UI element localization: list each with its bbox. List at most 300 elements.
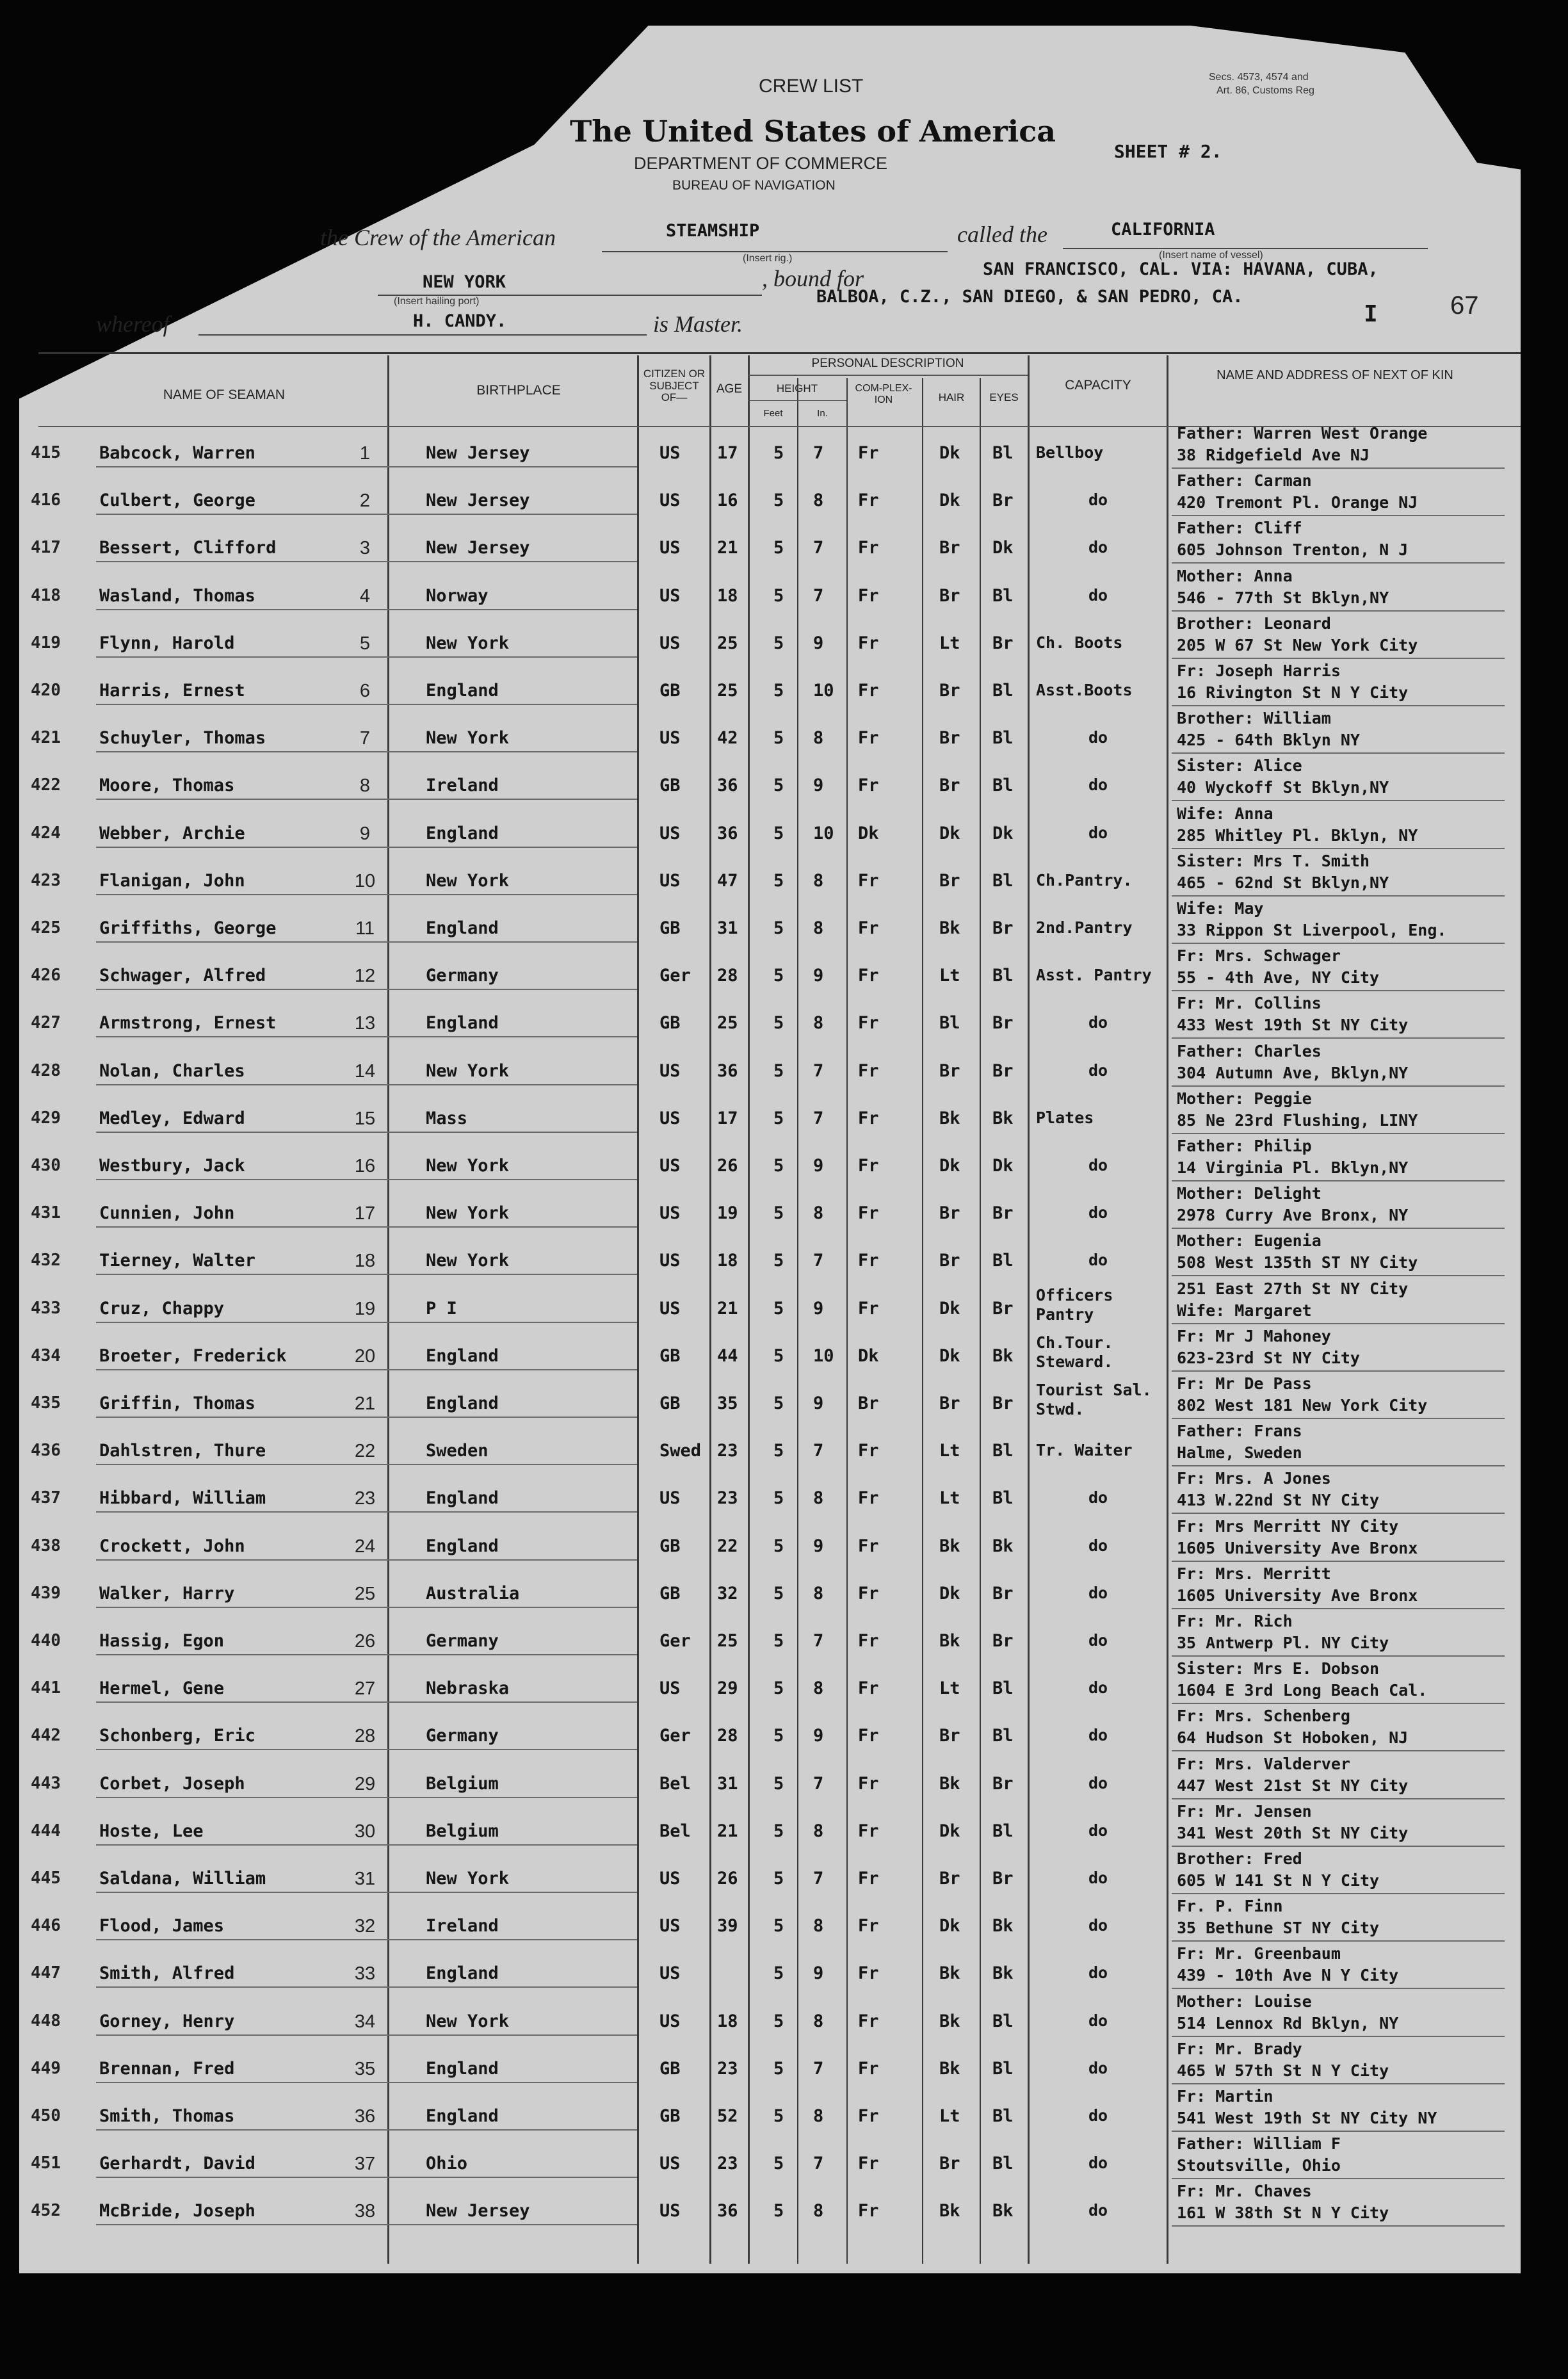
row-rule — [96, 609, 637, 610]
eyes: Bk — [992, 1108, 1014, 1128]
height-inches: 9 — [813, 633, 824, 653]
row-line-number: 425 — [31, 918, 61, 938]
height-inches: 8 — [813, 1821, 824, 1841]
col-divider-hair — [980, 378, 981, 2264]
seaman-name: Schonberg, Eric — [99, 1726, 255, 1746]
hair: Dk — [939, 1821, 960, 1841]
complexion: Fr — [858, 2059, 879, 2079]
next-of-kin-name: Brother: William — [1177, 709, 1331, 727]
eyes: Br — [992, 1631, 1014, 1651]
citizenship: Ger — [659, 1726, 691, 1746]
eyes: Dk — [992, 1156, 1014, 1176]
seaman-name: Corbet, Joseph — [99, 1774, 245, 1794]
age: 22 — [717, 1536, 738, 1556]
seaman-name: Webber, Archie — [99, 824, 245, 843]
eyes: Br — [992, 1013, 1014, 1033]
height-feet: 5 — [773, 1678, 784, 1698]
row-line-number: 436 — [31, 1441, 61, 1460]
next-of-kin-name: Father: Cliff — [1177, 519, 1302, 537]
next-of-kin-name: 251 East 27th St NY City — [1177, 1279, 1409, 1298]
seaman-name: Cruz, Chappy — [99, 1299, 225, 1319]
col-divider-name — [387, 355, 389, 2264]
row-rule — [96, 1797, 637, 1798]
next-of-kin-address: 623-23rd St NY City — [1177, 1349, 1360, 1367]
next-of-kin-address: 508 West 135th ST NY City — [1177, 1253, 1418, 1272]
birthplace: England — [426, 824, 499, 843]
seaman-name: Dahlstren, Thure — [99, 1441, 266, 1461]
capacity: do — [1088, 1061, 1108, 1080]
eyes: Bk — [992, 1346, 1014, 1366]
height-inches: 9 — [813, 1536, 824, 1556]
row-line-number: 422 — [31, 775, 61, 795]
complexion: Fr — [858, 1536, 879, 1556]
eyes: Bl — [992, 2011, 1014, 2031]
row-line-number: 435 — [31, 1393, 61, 1413]
next-of-kin-name: Fr: Martin — [1177, 2087, 1273, 2106]
complexion: Fr — [858, 1631, 879, 1651]
height-feet: 5 — [773, 1774, 784, 1794]
master-name: H. CANDY. — [413, 311, 507, 331]
citizenship: Swed — [659, 1441, 702, 1461]
next-of-kin-address: Halme, Sweden — [1177, 1443, 1302, 1462]
row-rule — [96, 1036, 637, 1037]
row-number: 30 — [354, 1821, 376, 1842]
complexion: Fr — [858, 633, 879, 653]
destination-line-1: SAN FRANCISCO, CAL. VIA: HAVANA, CUBA, — [983, 259, 1378, 279]
row-line-number: 427 — [31, 1013, 61, 1032]
birthplace: New York — [426, 1061, 510, 1081]
next-of-kin-name: Father: Charles — [1177, 1042, 1321, 1060]
next-of-kin-address: 285 Whitley Pl. Bklyn, NY — [1177, 826, 1418, 845]
eyes: Br — [992, 1203, 1014, 1223]
birthplace: Germany — [426, 1631, 499, 1651]
age: 28 — [717, 1726, 738, 1746]
col-header-feet: Feet — [763, 408, 783, 419]
row-number: 37 — [354, 2154, 376, 2174]
hair: Bk — [939, 2011, 960, 2031]
birthplace: New York — [426, 1251, 510, 1271]
capacity: do — [1088, 2154, 1108, 2172]
row-rule — [96, 1084, 637, 1085]
next-of-kin-name: Fr: Mr. Brady — [1177, 2040, 1302, 2058]
height-rule — [748, 400, 846, 401]
crew-of-label: the Crew of the American — [320, 225, 556, 250]
col-divider-capacity — [1167, 355, 1168, 2264]
citizenship: GB — [659, 2059, 681, 2079]
capacity: do — [1088, 2201, 1108, 2220]
age: 26 — [717, 1869, 738, 1888]
next-of-kin-name: Fr: Mrs. Valderver — [1177, 1755, 1350, 1773]
row-number: 32 — [354, 1916, 376, 1936]
eyes: Bl — [992, 2154, 1014, 2173]
height-feet: 5 — [773, 775, 784, 795]
height-feet: 5 — [773, 1821, 784, 1841]
birthplace: England — [426, 1488, 499, 1508]
height-feet: 5 — [773, 1346, 784, 1366]
row-line-number: 448 — [31, 2011, 61, 2031]
document-heading: The United States of America — [570, 114, 1056, 149]
row-rule — [1172, 1846, 1505, 1847]
eyes: Br — [992, 1299, 1014, 1319]
row-number: 24 — [354, 1536, 376, 1557]
age: 36 — [717, 1061, 738, 1081]
col-header-citizen: CITIZEN OR SUBJECT OF— — [643, 368, 706, 404]
height-inches: 9 — [813, 966, 824, 986]
citizenship: US — [659, 1108, 681, 1128]
citizenship: US — [659, 1061, 681, 1081]
height-feet: 5 — [773, 728, 784, 748]
row-rule — [96, 1844, 637, 1846]
height-feet: 5 — [773, 966, 784, 986]
citizenship: US — [659, 1488, 681, 1508]
whereof-label: whereof — [96, 311, 170, 337]
complexion: Fr — [858, 2011, 879, 2031]
birthplace: New York — [426, 2011, 510, 2031]
seaman-name: Smith, Thomas — [99, 2106, 235, 2126]
col-divider-eyes — [1028, 355, 1030, 2264]
citizenship: GB — [659, 1536, 681, 1556]
row-rule — [1172, 1228, 1505, 1229]
seaman-name: Hassig, Egon — [99, 1631, 225, 1651]
row-line-number: 451 — [31, 2154, 61, 2173]
row-rule — [1172, 1275, 1505, 1276]
row-rule — [96, 1179, 637, 1180]
age: 26 — [717, 1156, 738, 1176]
row-rule — [1172, 800, 1505, 801]
row-line-number: 428 — [31, 1061, 61, 1080]
next-of-kin-name: Father: Warren West Orange — [1177, 424, 1428, 443]
complexion: Fr — [858, 538, 879, 558]
height-feet: 5 — [773, 1916, 784, 1936]
hair: Br — [939, 1061, 960, 1081]
capacity: Asst. Pantry — [1036, 966, 1152, 984]
height-inches: 8 — [813, 1488, 824, 1508]
sheet-number: SHEET # 2. — [1114, 141, 1222, 162]
capacity: do — [1088, 2059, 1108, 2077]
citizenship: US — [659, 538, 681, 558]
row-line-number: 416 — [31, 491, 61, 510]
height-inches: 10 — [813, 824, 834, 843]
row-rule — [96, 1226, 637, 1228]
row-rule — [1172, 610, 1505, 612]
height-inches: 8 — [813, 2106, 824, 2126]
col-header-complexion: COM-PLEX-ION — [855, 383, 912, 405]
row-rule — [96, 514, 637, 515]
birthplace: England — [426, 918, 499, 938]
height-inches: 7 — [813, 1441, 824, 1461]
birthplace: England — [426, 2059, 499, 2079]
capacity: 2nd.Pantry — [1036, 918, 1133, 937]
row-rule — [1172, 1798, 1505, 1799]
complexion: Fr — [858, 2154, 879, 2173]
citizenship: US — [659, 1678, 681, 1698]
height-feet: 5 — [773, 2011, 784, 2031]
next-of-kin-name: Father: Carman — [1177, 471, 1312, 490]
next-of-kin-name: Mother: Louise — [1177, 1992, 1312, 2011]
age: 36 — [717, 775, 738, 795]
height-feet: 5 — [773, 2059, 784, 2079]
seaman-name: Brennan, Fred — [99, 2059, 235, 2079]
citizenship: GB — [659, 1393, 681, 1413]
age: 18 — [717, 2011, 738, 2031]
age: 39 — [717, 1916, 738, 1936]
row-number: 2 — [359, 491, 371, 511]
height-inches: 7 — [813, 1251, 824, 1271]
row-rule — [1172, 943, 1505, 944]
seaman-name: Griffiths, George — [99, 918, 277, 938]
row-rule — [96, 2177, 637, 2178]
destination-mark: I — [1364, 301, 1378, 327]
height-feet: 5 — [773, 2106, 784, 2126]
next-of-kin-address: 413 W.22nd St NY City — [1177, 1491, 1380, 1509]
complexion: Fr — [858, 1821, 879, 1841]
personal-description-rule — [748, 375, 1028, 376]
seaman-name: Crockett, John — [99, 1536, 245, 1556]
next-of-kin-address: 605 W 141 St N Y City — [1177, 1871, 1380, 1890]
height-inches: 9 — [813, 1726, 824, 1746]
row-rule — [96, 2082, 637, 2083]
age: 44 — [717, 1346, 738, 1366]
height-inches: 7 — [813, 2154, 824, 2173]
row-rule — [1172, 1418, 1505, 1419]
eyes: Br — [992, 1869, 1014, 1888]
eyes: Bl — [992, 871, 1014, 891]
birthplace: Germany — [426, 966, 499, 986]
hair: Bk — [939, 2059, 960, 2079]
row-number: 12 — [354, 966, 376, 986]
row-number: 38 — [354, 2201, 376, 2221]
row-rule — [1172, 2036, 1505, 2037]
citizenship: GB — [659, 1584, 681, 1604]
height-inches: 10 — [813, 1346, 834, 1366]
height-feet: 5 — [773, 491, 784, 510]
row-rule — [96, 1417, 637, 1418]
complexion: Br — [858, 1393, 879, 1413]
height-inches: 9 — [813, 775, 824, 795]
row-rule — [1172, 1465, 1505, 1466]
row-number: 11 — [355, 918, 375, 939]
next-of-kin-name: Father: William F — [1177, 2134, 1341, 2153]
citizenship: GB — [659, 918, 681, 938]
vessel-name-underline — [1063, 248, 1428, 249]
capacity: do — [1088, 1203, 1108, 1222]
capacity: Tr. Waiter — [1036, 1441, 1133, 1459]
row-number: 31 — [354, 1869, 376, 1889]
height-inches: 7 — [813, 1774, 824, 1794]
seaman-name: Nolan, Charles — [99, 1061, 245, 1081]
capacity: do — [1088, 491, 1108, 509]
page-number: 67 — [1450, 291, 1479, 320]
row-line-number: 420 — [31, 681, 61, 700]
row-number: 5 — [359, 633, 371, 654]
row-rule — [1172, 1940, 1505, 1942]
row-number: 16 — [354, 1156, 376, 1176]
vessel-type-underline — [602, 251, 948, 252]
citizenship: US — [659, 491, 681, 510]
row-rule — [1172, 1893, 1505, 1894]
row-rule — [1172, 1561, 1505, 1562]
citizenship: US — [659, 2011, 681, 2031]
col-header-inches: In. — [817, 408, 828, 419]
age: 28 — [717, 966, 738, 986]
row-number: 14 — [354, 1061, 376, 1082]
capacity: do — [1088, 586, 1108, 605]
next-of-kin-address: 546 - 77th St Bklyn,NY — [1177, 589, 1389, 607]
table-top-rule — [38, 352, 1521, 354]
hair: Bk — [939, 918, 960, 938]
row-number: 35 — [354, 2059, 376, 2079]
hair: Br — [939, 681, 960, 701]
height-feet: 5 — [773, 871, 784, 891]
birthplace: New York — [426, 728, 510, 748]
row-line-number: 447 — [31, 1963, 61, 1983]
capacity: do — [1088, 1916, 1108, 1935]
seaman-name: Flynn, Harold — [99, 633, 235, 653]
row-number: 27 — [354, 1678, 376, 1699]
next-of-kin-address: 433 West 19th St NY City — [1177, 1016, 1409, 1034]
row-rule — [1172, 2225, 1505, 2227]
height-feet: 5 — [773, 1203, 784, 1223]
seaman-name: Westbury, Jack — [99, 1156, 245, 1176]
height-inches: 8 — [813, 1916, 824, 1936]
complexion: Fr — [858, 966, 879, 986]
row-line-number: 443 — [31, 1774, 61, 1793]
capacity: do — [1088, 1013, 1108, 1032]
height-inches: 8 — [813, 728, 824, 748]
vessel-name: CALIFORNIA — [1111, 220, 1215, 240]
height-feet: 5 — [773, 1393, 784, 1413]
citizenship: US — [659, 443, 681, 463]
row-rule — [96, 1749, 637, 1750]
hair: Bl — [939, 1013, 960, 1033]
next-of-kin-address: 161 W 38th St N Y City — [1177, 2204, 1389, 2222]
next-of-kin-address: 341 West 20th St NY City — [1177, 1824, 1409, 1842]
eyes: Bl — [992, 1678, 1014, 1698]
birthplace: New York — [426, 633, 510, 653]
birthplace: England — [426, 1013, 499, 1033]
row-rule — [1172, 2131, 1505, 2132]
height-inches: 7 — [813, 1061, 824, 1081]
height-feet: 5 — [773, 443, 784, 463]
birthplace: New Jersey — [426, 538, 530, 558]
height-feet: 5 — [773, 1061, 784, 1081]
row-line-number: 423 — [31, 871, 61, 890]
hair: Br — [939, 1869, 960, 1888]
row-line-number: 446 — [31, 1916, 61, 1935]
citizenship: US — [659, 633, 681, 653]
row-rule — [1172, 752, 1505, 754]
birthplace: England — [426, 1536, 499, 1556]
birthplace: New Jersey — [426, 491, 530, 510]
citizenship: US — [659, 2154, 681, 2173]
row-rule — [96, 751, 637, 752]
capacity: do — [1088, 1631, 1108, 1650]
row-rule — [96, 1559, 637, 1561]
citizenship: US — [659, 824, 681, 843]
seaman-name: Flood, James — [99, 1916, 225, 1936]
hair: Br — [939, 1393, 960, 1413]
row-rule — [96, 1939, 637, 1940]
height-inches: 8 — [813, 1584, 824, 1604]
capacity: do — [1088, 824, 1108, 842]
complexion: Fr — [858, 1584, 879, 1604]
row-rule — [1172, 1323, 1505, 1324]
row-rule — [96, 799, 637, 800]
next-of-kin-name: Mother: Anna — [1177, 567, 1293, 585]
height-feet: 5 — [773, 1869, 784, 1888]
citizenship: US — [659, 1156, 681, 1176]
col-divider-inches — [846, 378, 848, 2264]
row-rule — [96, 1892, 637, 1893]
row-rule — [1172, 562, 1505, 564]
next-of-kin-name: Fr: Mr De Pass — [1177, 1374, 1312, 1393]
height-inches: 8 — [813, 2201, 824, 2221]
age: 25 — [717, 1013, 738, 1033]
row-number: 34 — [354, 2011, 376, 2032]
hair: Dk — [939, 1584, 960, 1604]
age: 31 — [717, 918, 738, 938]
row-rule — [1172, 2178, 1505, 2179]
birthplace: New Jersey — [426, 2201, 530, 2221]
row-number: 36 — [354, 2106, 376, 2127]
row-number: 21 — [354, 1393, 376, 1414]
row-line-number: 418 — [31, 586, 61, 605]
eyes: Bk — [992, 2201, 1014, 2221]
age: 36 — [717, 2201, 738, 2221]
seaman-name: Babcock, Warren — [99, 443, 255, 463]
complexion: Fr — [858, 1916, 879, 1936]
row-number: 4 — [359, 586, 371, 606]
row-rule — [96, 1369, 637, 1370]
row-rule — [1172, 658, 1505, 659]
capacity: do — [1088, 1821, 1108, 1840]
row-line-number: 445 — [31, 1869, 61, 1888]
row-line-number: 430 — [31, 1156, 61, 1175]
complexion: Fr — [858, 1061, 879, 1081]
capacity: Ch. Boots — [1036, 633, 1123, 652]
hair: Dk — [939, 491, 960, 510]
col-divider-complexion — [922, 378, 923, 2264]
eyes: Bl — [992, 2059, 1014, 2079]
birthplace: England — [426, 2106, 499, 2126]
age: 17 — [717, 443, 738, 463]
capacity: do — [1088, 1488, 1108, 1507]
next-of-kin-name: Wife: May — [1177, 899, 1264, 918]
row-line-number: 421 — [31, 728, 61, 747]
row-line-number: 439 — [31, 1584, 61, 1603]
row-rule — [96, 894, 637, 895]
row-rule — [96, 1322, 637, 1323]
age: 17 — [717, 1108, 738, 1128]
height-inches: 8 — [813, 871, 824, 891]
birthplace: Sweden — [426, 1441, 489, 1461]
row-rule — [1172, 1180, 1505, 1181]
height-feet: 5 — [773, 1963, 784, 1983]
seaman-name: Walker, Harry — [99, 1584, 235, 1604]
seaman-name: McBride, Joseph — [99, 2201, 255, 2221]
eyes: Dk — [992, 824, 1014, 843]
citizenship: US — [659, 728, 681, 748]
next-of-kin-name: Fr. P. Finn — [1177, 1897, 1283, 1915]
birthplace: Australia — [426, 1584, 520, 1604]
height-feet: 5 — [773, 681, 784, 701]
birthplace: New York — [426, 1203, 510, 1223]
row-line-number: 433 — [31, 1299, 61, 1318]
row-number: 6 — [359, 681, 371, 701]
vessel-name-hint: (Insert name of vessel) — [1159, 250, 1263, 261]
statute-reference-1: Secs. 4573, 4574 and — [1209, 72, 1309, 83]
birthplace: New Jersey — [426, 443, 530, 463]
